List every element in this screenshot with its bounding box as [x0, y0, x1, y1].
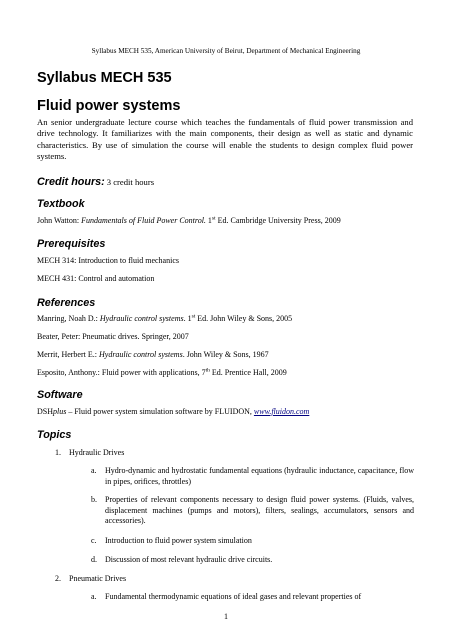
reference-item	[37, 314, 292, 323]
software-name-suffix: plus	[53, 407, 67, 416]
reference-title: Hydraulic control systems	[99, 314, 184, 323]
software-description: – Fluid power system simulation software by FLUIDON,	[66, 407, 254, 416]
page-number: 1	[224, 612, 228, 621]
fluidon-link[interactable]: www.fluidon.com	[253, 407, 310, 416]
textbook-heading: Textbook	[37, 198, 85, 210]
reference-sup: th	[205, 367, 210, 374]
subtopic-text: Properties of relevant components necessary to design fluid power systems. (Fluids, valves, displacement machines (pumps and motors), filters, sealings, accumulators, sensors and accessories).	[105, 495, 414, 525]
reference-publisher: . John Wiley & Sons, 1967	[182, 350, 269, 359]
textbook-edition-num: 1	[207, 216, 212, 225]
textbook-entry	[37, 216, 341, 225]
topic-title: Pneumatic Drives	[69, 574, 127, 583]
subtopic-text: Discussion of most relevant hydraulic drive circuits.	[105, 555, 273, 564]
subtopic-letter: d.	[91, 555, 97, 564]
subtopic-text: Hydro-dynamic and hydrostatic fundamental equations (hydraulic inductance, capacitance, flow in pipes, orifices, throttles)	[105, 466, 414, 486]
reference-author: Manring, Noah D.:	[37, 314, 100, 323]
software-entry	[37, 407, 309, 416]
prerequisite-item: MECH 431: Control and automation	[37, 274, 155, 283]
page-header: Syllabus MECH 535, American University of Beirut, Department of Mechanical Engineering	[91, 47, 361, 55]
subtopic-letter: b.	[91, 495, 97, 504]
textbook-publisher: Ed. Cambridge University Press, 2009	[215, 216, 341, 225]
reference-item	[37, 350, 269, 359]
software-name: DSH	[37, 407, 54, 416]
subtopic-letter: a.	[91, 466, 97, 475]
reference-publisher: Ed. John Wiley & Sons, 2005	[195, 314, 293, 323]
reference-publisher: Ed. Prentice Hall, 2009	[209, 368, 287, 377]
subtopic-text: Fundamental thermodynamic equations of ideal gases and relevant properties of	[105, 592, 362, 601]
subtopic-letter: a.	[91, 592, 97, 601]
course-name: Fluid power systems	[37, 98, 181, 114]
topic-number: 1.	[55, 448, 61, 457]
references-heading: References	[37, 297, 96, 309]
reference-item	[37, 332, 189, 341]
credit-hours-value: 3 credit hours	[106, 177, 155, 187]
reference-title: Hydraulic control systems	[98, 350, 183, 359]
reference-mid: . 1	[183, 314, 192, 323]
software-heading: Software	[37, 389, 83, 401]
textbook-title: Fundamentals of Fluid Power Control.	[81, 216, 206, 225]
credit-hours-label: Credit hours:	[37, 176, 105, 188]
textbook-edition-sup: st	[211, 215, 216, 222]
prerequisites-heading: Prerequisites	[37, 238, 106, 250]
reference-author: Merrit, Herbert E.:	[37, 350, 99, 359]
reference-author: Esposito, Anthony.: Fluid power with applications, 7	[37, 368, 206, 377]
reference-author: Beater, Peter: Pneumatic drives. Springer, 2007	[37, 332, 189, 341]
reference-item	[37, 368, 287, 377]
prerequisite-item: MECH 314: Introduction to fluid mechanics	[37, 256, 179, 265]
subtopic-letter: c.	[91, 536, 97, 545]
topics-heading: Topics	[37, 429, 72, 441]
reference-sup: st	[191, 313, 196, 320]
textbook-author: John Watton:	[37, 216, 82, 225]
topic-title: Hydraulic Drives	[69, 448, 125, 457]
document-title: Syllabus MECH 535	[37, 70, 172, 86]
credit-hours	[37, 176, 154, 188]
subtopic-text: Introduction to fluid power system simulation	[105, 536, 252, 545]
topic-number: 2.	[55, 574, 61, 583]
course-description: An senior undergraduate lecture course which teaches the fundamentals of fluid power transmission and drive technology. It familiarizes with the main components, their design as well as static and dynamic characteristics. By use of simulation the course will enable the students to design complex fluid power systems.	[37, 117, 413, 162]
